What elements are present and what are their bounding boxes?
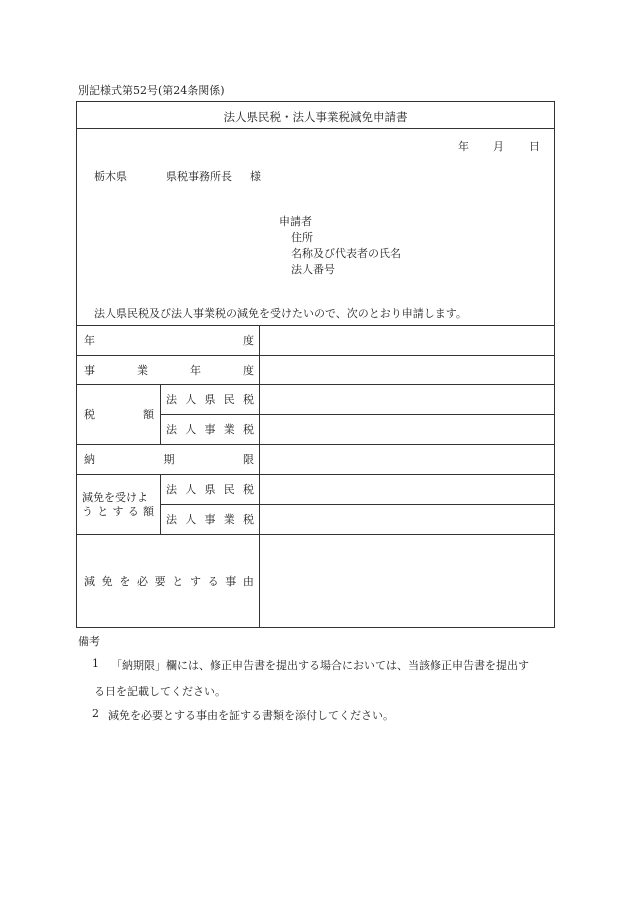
addressee-office: 県税事務所長 — [166, 170, 232, 183]
label-char: 年 — [190, 363, 201, 377]
row-divider — [76, 474, 555, 475]
value-column-divider — [259, 325, 260, 628]
label-char: 人 — [185, 513, 197, 526]
label-char: す — [189, 575, 201, 588]
reduction-amount-subdivider — [160, 474, 161, 534]
label-char: 税 — [243, 483, 254, 496]
label-char: と — [172, 575, 184, 588]
reduction-amount-label-line1: 減免を受けよ — [82, 491, 148, 504]
label-char: 納 — [84, 453, 95, 466]
tax-amount-label — [84, 384, 154, 444]
form-id: 別記様式第52号(第24条関係) — [78, 84, 225, 97]
label-char: 事 — [84, 363, 95, 377]
tax-prefectural-label — [166, 384, 254, 414]
label-char: 事 — [204, 513, 216, 526]
label-char: 期 — [163, 453, 175, 466]
business-year-label — [84, 355, 254, 384]
label-char: 県 — [204, 483, 216, 496]
label-char: 度 — [243, 334, 254, 347]
label-char: 人 — [185, 393, 197, 406]
reduction-amount-label-line2 — [82, 503, 154, 519]
label-char: 業 — [223, 423, 235, 436]
label-char: 税 — [243, 423, 254, 436]
label-char: る — [127, 505, 139, 518]
title-divider — [76, 128, 555, 129]
label-char: 年 — [84, 334, 95, 347]
note-2-number: 2 — [92, 707, 99, 720]
application-statement: 法人県民税及び法人事業税の減免を受けたいので、次のとおり申請します。 — [94, 307, 467, 320]
reason-label — [84, 534, 254, 628]
label-char: 事 — [204, 423, 216, 436]
tax-business-label — [166, 414, 254, 444]
label-char: 法 — [166, 513, 177, 526]
reduction-business-label — [166, 504, 254, 534]
label-char: と — [97, 505, 109, 518]
label-char: 法 — [166, 483, 177, 496]
label-char: 度 — [243, 363, 254, 377]
note-1-text: 「納期限」欄には、修正申告書を提出する場合においては、当該修正申告書を提出す — [111, 659, 529, 672]
label-char: 税 — [84, 408, 95, 421]
note-1-text-continued: る日を記載してください。 — [94, 685, 226, 698]
tax-amount-subdivider — [160, 384, 161, 444]
applicant-name-label: 名称及び代表者の氏名 — [291, 247, 401, 260]
label-char: 業 — [137, 363, 148, 377]
label-char: 額 — [143, 408, 154, 421]
date-day-label: 日 — [529, 140, 540, 153]
label-char: う — [82, 505, 93, 518]
label-char: 事 — [225, 575, 237, 588]
label-char: 民 — [223, 483, 235, 496]
label-char: 人 — [185, 483, 197, 496]
label-char: 減 — [84, 575, 95, 588]
applicant-corp-number-label: 法人番号 — [291, 263, 335, 276]
label-char: 要 — [154, 575, 166, 588]
form-title: 法人県民税・法人事業税減免申請書 — [223, 110, 408, 124]
label-char: 必 — [136, 575, 148, 588]
note-2-text: 減免を必要とする事由を証する書類を添付してください。 — [108, 709, 394, 722]
label-char: 法 — [166, 423, 177, 436]
date-year-label: 年 — [458, 140, 469, 153]
label-char: 民 — [223, 393, 235, 406]
label-char: 県 — [204, 393, 216, 406]
label-char: を — [119, 575, 131, 588]
applicant-address-label: 住所 — [291, 231, 313, 244]
label-char: す — [112, 505, 124, 518]
label-char: 由 — [242, 575, 254, 588]
addressee-honorific: 様 — [250, 170, 261, 183]
label-char: 限 — [243, 453, 254, 466]
addressee-prefecture: 栃木県 — [94, 170, 127, 183]
due-date-label — [84, 444, 254, 474]
label-char: る — [207, 575, 219, 588]
date-month-label: 月 — [493, 140, 504, 153]
label-char: 法 — [166, 393, 177, 406]
label-char: 税 — [243, 513, 254, 526]
reduction-prefectural-label — [166, 474, 254, 504]
label-char: 額 — [143, 505, 154, 518]
notes-title: 備考 — [78, 635, 100, 648]
applicant-label: 申請者 — [279, 215, 312, 228]
note-1-number: 1 — [92, 657, 99, 670]
label-char: 業 — [223, 513, 235, 526]
label-char: 免 — [101, 575, 113, 588]
fiscal-year-label — [84, 325, 254, 355]
label-char: 税 — [243, 393, 254, 406]
label-char: 人 — [185, 423, 197, 436]
